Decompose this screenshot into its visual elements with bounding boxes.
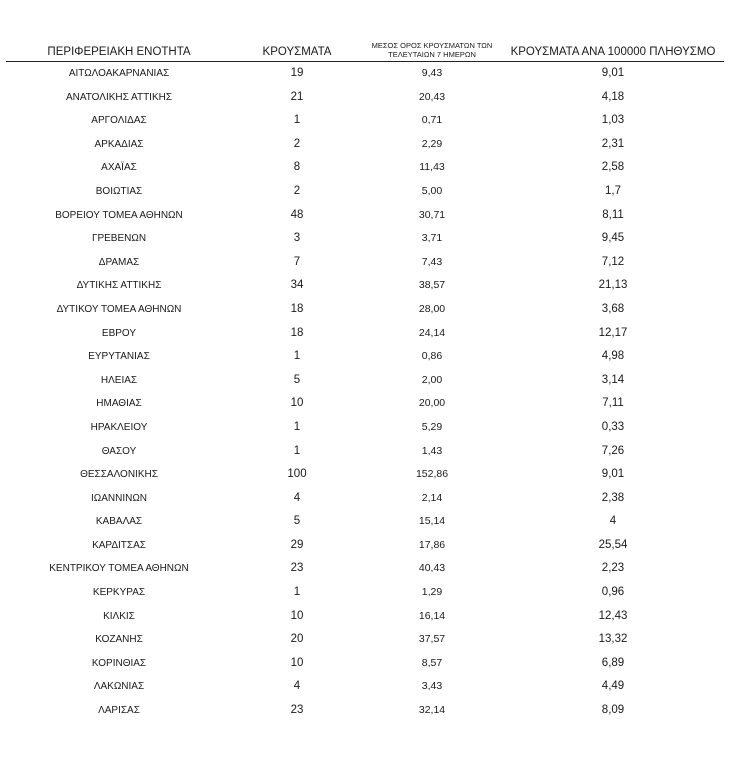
cell-mean-7-days: 7,43 [421, 255, 443, 268]
table-row [6, 345, 724, 369]
cases-table [6, 30, 724, 723]
cell-mean-7-days: 2,00 [421, 373, 443, 386]
table-row [6, 699, 724, 723]
cell-cases: 18 [290, 326, 304, 339]
cell-cases: 10 [290, 656, 304, 669]
cell-cases: 1 [293, 444, 301, 457]
cell-region: ΑΝΑΤΟΛΙΚΗΣ ΑΤΤΙΚΗΣ [65, 91, 173, 103]
cell-region: ΙΩΑΝΝΙΝΩΝ [90, 492, 148, 504]
table-row [6, 557, 724, 581]
cell-per-100k: 9,01 [601, 468, 625, 481]
cell-cases: 23 [290, 704, 304, 717]
cell-per-100k: 0,96 [601, 586, 625, 599]
cell-mean-7-days: 3,43 [421, 680, 443, 693]
cell-cases: 1 [293, 114, 301, 127]
table-row [6, 109, 724, 133]
cell-cases: 29 [290, 538, 304, 551]
cell-per-100k: 2,38 [601, 491, 625, 504]
cell-region: ΛΑΡΙΣΑΣ [98, 705, 140, 717]
cell-region: ΚΙΛΚΙΣ [103, 610, 135, 622]
cell-per-100k: 9,01 [601, 67, 625, 79]
table-row [6, 440, 724, 464]
cell-per-100k: 3,68 [601, 302, 625, 315]
cell-per-100k: 8,11 [602, 208, 624, 221]
cell-mean-7-days: 5,29 [421, 420, 443, 433]
cell-region: ΑΧΑΪΑΣ [101, 162, 137, 174]
cell-region: ΚΕΡΚΥΡΑΣ [92, 587, 146, 599]
table-row [6, 180, 724, 204]
cell-mean-7-days: 20,43 [418, 90, 446, 103]
cell-cases: 2 [293, 184, 301, 197]
cell-region: ΑΡΓΟΛΙΔΑΣ [91, 115, 147, 127]
table-row [6, 298, 724, 322]
table-row [6, 274, 724, 298]
cell-per-100k: 4,98 [601, 350, 625, 363]
cell-cases: 1 [293, 420, 301, 433]
cell-cases: 2 [293, 137, 301, 150]
cell-cases: 1 [293, 586, 301, 599]
cell-region: ΘΑΣΟΥ [101, 445, 137, 457]
cell-region: ΔΥΤΙΚΗΣ ΑΤΤΙΚΗΣ [76, 280, 162, 292]
cell-per-100k: 2,31 [601, 137, 625, 150]
cell-mean-7-days: 3,71 [421, 232, 443, 245]
table-row [6, 652, 724, 676]
header-region: ΠΕΡΙΦΕΡΕΙΑΚΗ ΕΝΟΤΗΤΑ [6, 30, 232, 62]
cell-region: ΗΡΑΚΛΕΙΟΥ [90, 421, 148, 433]
cell-region: ΚΟΡΙΝΘΙΑΣ [91, 657, 147, 669]
cell-mean-7-days: 20,00 [418, 397, 446, 410]
cell-per-100k: 7,11 [602, 397, 624, 410]
cell-per-100k: 9,45 [601, 232, 625, 245]
cell-per-100k: 7,26 [601, 444, 625, 457]
cell-region: ΚΑΒΑΛΑΣ [95, 516, 143, 528]
cell-mean-7-days: 37,57 [418, 633, 446, 646]
table-row [6, 675, 724, 699]
cell-mean-7-days: 0,71 [421, 114, 443, 127]
cell-per-100k: 4,18 [601, 90, 625, 103]
cell-mean-7-days: 9,43 [421, 67, 443, 79]
table-row [6, 487, 724, 511]
cell-mean-7-days: 1,29 [421, 586, 443, 599]
header-cases: ΚΡΟΥΣΜΑΤΑ [232, 30, 362, 62]
cell-mean-7-days: 8,57 [421, 656, 443, 669]
cell-per-100k: 12,17 [598, 326, 628, 339]
cell-region: ΗΛΕΙΑΣ [100, 374, 138, 386]
cell-region: ΗΜΑΘΙΑΣ [96, 398, 142, 410]
cell-mean-7-days: 11,43 [419, 161, 445, 174]
cell-mean-7-days: 2,14 [421, 491, 443, 504]
table-body [6, 62, 724, 723]
cell-per-100k: 2,58 [601, 161, 625, 174]
cell-cases: 5 [293, 373, 301, 386]
cell-per-100k: 4,49 [601, 680, 625, 693]
cell-cases: 34 [290, 279, 304, 292]
table-row [6, 369, 724, 393]
header-mean-line-2: ΤΕΛΕΥΤΑΙΩΝ 7 ΗΜΕΡΩΝ [388, 50, 476, 59]
table-header [6, 30, 724, 62]
table-row [6, 534, 724, 558]
cell-per-100k: 25,54 [598, 538, 628, 551]
cell-cases: 23 [290, 562, 304, 575]
cell-cases: 4 [293, 491, 301, 504]
table-row [6, 605, 724, 629]
cell-mean-7-days: 24,14 [418, 326, 446, 339]
cell-per-100k: 1,7 [605, 184, 621, 197]
table-row [6, 510, 724, 534]
cell-region: ΚΕΝΤΡΙΚΟΥ ΤΟΜΕΑ ΑΘΗΝΩΝ [49, 563, 189, 575]
cell-mean-7-days: 5,00 [421, 184, 443, 197]
cell-cases: 5 [293, 515, 301, 528]
cell-region: ΚΟΖΑΝΗΣ [95, 634, 143, 646]
cell-per-100k: 0,33 [601, 420, 625, 433]
cell-per-100k: 8,09 [601, 704, 625, 717]
cell-mean-7-days: 16,14 [418, 609, 446, 622]
cell-cases: 3 [293, 232, 301, 245]
cell-region: ΒΟΡΕΙΟΥ ΤΟΜΕΑ ΑΘΗΝΩΝ [55, 209, 183, 221]
cell-mean-7-days: 152,86 [415, 468, 449, 481]
cell-mean-7-days: 28,00 [418, 302, 446, 315]
cell-mean-7-days: 30,71 [418, 208, 446, 221]
cell-region: ΔΡΑΜΑΣ [98, 256, 140, 268]
cell-per-100k: 4 [609, 515, 617, 528]
header-mean-line-1: ΜΕΣΟΣ ΟΡΟΣ ΚΡΟΥΣΜΑΤΩΝ ΤΩΝ [371, 41, 493, 50]
cell-region: ΓΡΕΒΕΝΩΝ [91, 233, 147, 245]
cell-cases: 100 [287, 468, 307, 481]
table-row [6, 156, 724, 180]
cell-cases: 8 [293, 161, 301, 174]
cell-region: ΕΒΡΟΥ [101, 327, 137, 339]
cell-mean-7-days: 40,43 [418, 562, 446, 575]
table-row [6, 581, 724, 605]
table-row [6, 628, 724, 652]
table-row [6, 133, 724, 157]
cell-cases: 10 [290, 609, 304, 622]
cell-region: ΕΥΡΥΤΑΝΙΑΣ [88, 351, 150, 363]
cell-mean-7-days: 1,43 [421, 444, 443, 457]
cell-cases: 1 [293, 350, 301, 363]
table-row [6, 463, 724, 487]
header-row [6, 30, 724, 62]
cell-per-100k: 21,13 [598, 279, 628, 292]
table-row [6, 204, 724, 228]
cell-mean-7-days: 2,29 [421, 137, 443, 150]
cell-per-100k: 6,89 [601, 656, 625, 669]
cell-region: ΑΡΚΑΔΙΑΣ [94, 138, 144, 150]
cell-mean-7-days: 32,14 [418, 704, 446, 717]
cell-cases: 20 [290, 633, 304, 646]
cell-per-100k: 7,12 [601, 255, 625, 268]
table-row [6, 62, 724, 86]
cell-region: ΚΑΡΔΙΤΣΑΣ [92, 539, 146, 551]
table-row [6, 86, 724, 110]
cell-region: ΑΙΤΩΛΟΑΚΑΡΝΑΝΙΑΣ [68, 68, 170, 79]
table-row [6, 227, 724, 251]
cell-region: ΘΕΣΣΑΛΟΝΙΚΗΣ [80, 469, 158, 481]
cell-cases: 4 [293, 680, 301, 693]
cell-per-100k: 2,23 [601, 562, 625, 575]
table-row [6, 416, 724, 440]
cell-mean-7-days: 0,86 [421, 350, 443, 363]
cell-cases: 7 [293, 255, 301, 268]
header-mean-7-days [362, 30, 502, 62]
cell-cases: 18 [290, 302, 304, 315]
cell-cases: 21 [290, 90, 304, 103]
cell-per-100k: 1,03 [601, 114, 625, 127]
cell-mean-7-days: 38,57 [418, 279, 446, 292]
cell-cases: 10 [290, 397, 304, 410]
cell-mean-7-days: 17,86 [418, 538, 446, 551]
cell-region: ΔΥΤΙΚΟΥ ΤΟΜΕΑ ΑΘΗΝΩΝ [56, 303, 182, 315]
cell-region: ΛΑΚΩΝΙΑΣ [93, 681, 145, 693]
cell-mean-7-days: 15,14 [418, 515, 446, 528]
header-per-100k: ΚΡΟΥΣΜΑΤΑ ΑΝΑ 100000 ΠΛΗΘΥΣΜΟ [502, 30, 724, 62]
cell-cases: 19 [290, 67, 304, 79]
cell-per-100k: 13,32 [598, 633, 628, 646]
cell-region: ΒΟΙΩΤΙΑΣ [95, 185, 143, 197]
cell-cases: 48 [290, 208, 304, 221]
table-row [6, 251, 724, 275]
cell-per-100k: 12,43 [598, 609, 628, 622]
table-row [6, 322, 724, 346]
cell-per-100k: 3,14 [601, 373, 625, 386]
table-row [6, 392, 724, 416]
